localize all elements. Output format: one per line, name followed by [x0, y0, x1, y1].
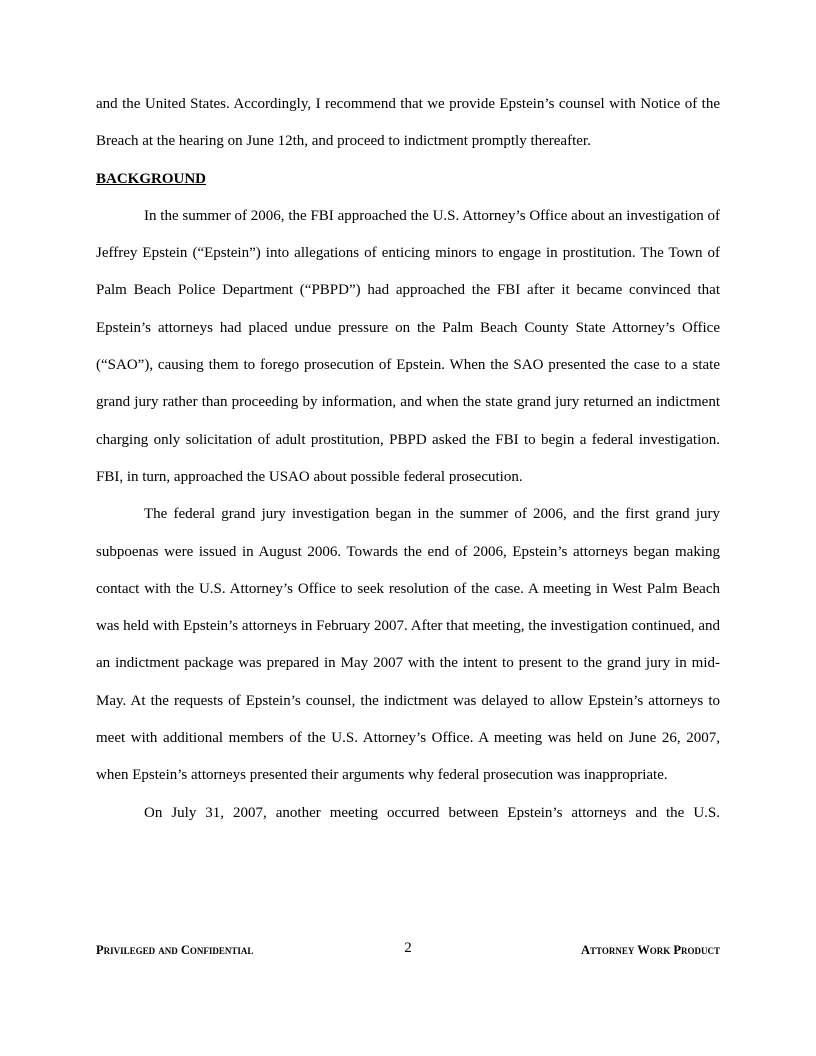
paragraph-2: The federal grand jury investigation began in the summer of 2006, and the first grand jury subpoenas were issued in August 2006. Towards the end of 2006, Epstein’s attorneys began making contact with the U.S. Attorney’s Office to seek resolution of the case. A meeting in West Palm Beach was held with Epstein’s attorneys in February 2007. After that meeting, the investigation continued, and an indictment package was prepared in May 2007 with the intent to present to the grand jury in mid-May. At the requests of Epstein’s counsel, the indictment was delayed to allow Epstein’s attorneys to meet with additional members of the U.S. Attorney’s Office. A meeting was held on June 26, 2007, when Epstein’s attorneys presented their arguments why federal prosecution was inappropriate. [96, 506, 720, 784]
paragraph-1: In the summer of 2006, the FBI approached the U.S. Attorney’s Office about an investigation of Jeffrey Epstein (“Epstein”) into allegations of enticing minors to engage in prostitution. The Town of Palm Beach Police Department (“PBPD”) had approached the FBI after it became convinced that Epstein’s attorneys had placed undue pressure on the Palm Beach County State Attorney’s Office (“SAO”), causing them to forego prosecution of Epstein. When the SAO presented the case to a state grand jury rather than proceeding by information, and when the state grand jury returned an indictment charging only solicitation of adult prostitution, PBPD asked the FBI to begin a federal investigation. FBI, in turn, approached the USAO about possible federal prosecution. [96, 207, 720, 485]
page-number: 2 [404, 940, 412, 956]
paragraph-3: On July 31, 2007, another meeting occurred between Epstein’s attorneys and the U.S. [144, 804, 720, 821]
continuation-paragraph: and the United States. Accordingly, I recommend that we provide Epstein’s counsel with Notice of the Breach at the hearing on June 12th, and proceed to indictment promptly thereafter. [96, 96, 720, 150]
footer-work-product-notice: Attorney Work Product [580, 943, 720, 957]
section-heading: BACKGROUND [96, 170, 207, 187]
page-footer [96, 940, 720, 962]
footer-privilege-notice: Privileged and Confidential [96, 943, 254, 957]
document-body [96, 86, 720, 832]
